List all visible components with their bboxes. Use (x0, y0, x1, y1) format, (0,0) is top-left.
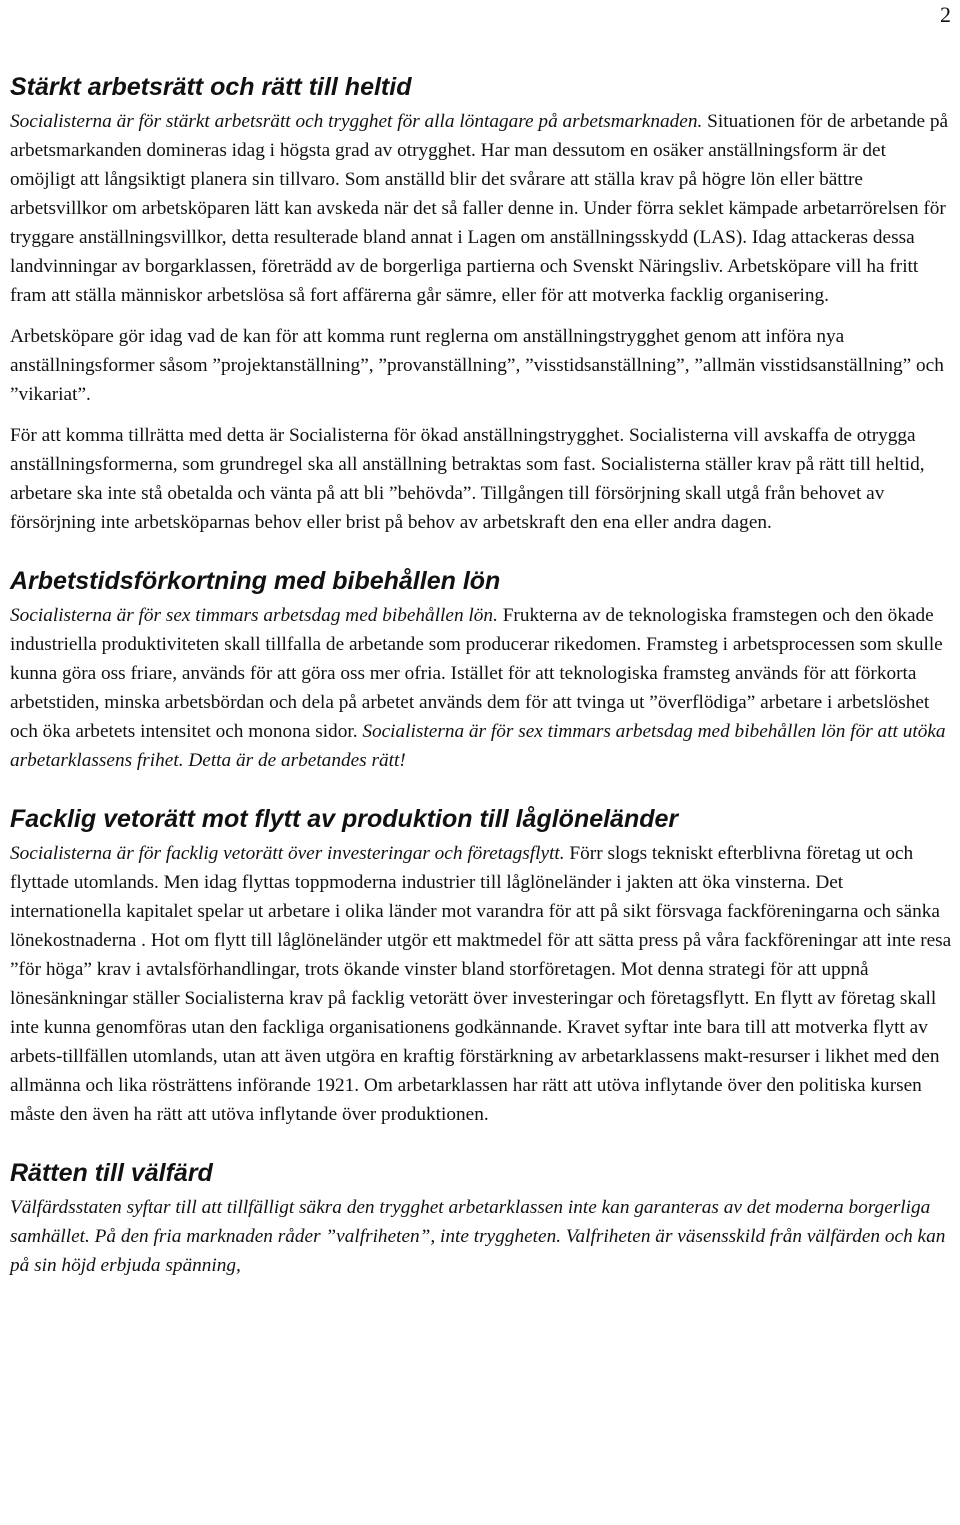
section-heading: Arbetstidsförkortning med bibehållen lön (10, 567, 501, 595)
document-body (10, 71, 954, 1308)
section-heading: Rätten till välfärd (10, 1159, 213, 1187)
page-number: 2 (940, 2, 951, 27)
emphasis-text: Socialisterna är för facklig vetorätt över investeringar och företagsflytt. (10, 843, 565, 864)
paragraph (10, 322, 954, 409)
paragraph (10, 107, 954, 310)
body-text: Situationen för de arbetande på arbetsmarkanden domineras idag i högsta grad av otrygghet. Har man dessutom en osäker anställningsform är det omöjligt att långsiktigt planera sin tillvaro. Som anställd blir det svårare att ställa krav på högre lön eller bättre arbetsvillkor om arbetsköparen lätt kan avskeda när det så faller denne in. Under förra seklet kämpade arbetarrörelsen för tryggare anställningsvillkor, detta resulterade bland annat i Lagen om anställningsskydd (LAS). Idag attackeras dessa landvinningar av borgarklassen, företrädd av de borgerliga partierna och Svenskt Näringsliv. Arbetsköpare vill ha fritt fram att ställa människor arbetslösa så fort affärerna går sämre, eller för att motverka facklig organisering. (10, 111, 949, 306)
section (10, 803, 954, 1129)
paragraph (10, 839, 954, 1129)
section-heading: Facklig vetorätt mot flytt av produktion till låglöneländer (10, 805, 679, 833)
section (10, 565, 954, 775)
section (10, 71, 954, 537)
emphasis-text: Socialisterna är för sex timmars arbetsdag med bibehållen lön för att utöka arbetarklassens frihet. Detta är de arbetandes rätt! (10, 721, 946, 771)
section-heading: Stärkt arbetsrätt och rätt till heltid (10, 73, 412, 101)
body-text: Frukterna av de teknologiska framstegen och den ökade industriella produktiviteten skall tillfalla de arbetande som producerar rikedomen. Framsteg i arbetsprocessen som skulle kunna göra oss friare, används för att göra oss mer ofria. Istället för att teknologiska framsteg används för att förkorta arbetstiden, minska arbetsbördan och dela på arbetet används dem för att tvinga ut ”överflödiga” arbetare i arbetslöshet och öka arbetets intensitet och monona sidor. (10, 605, 943, 742)
emphasis-text: Välfärdsstaten syftar till att tillfälligt säkra den trygghet arbetarklassen inte kan garanteras av det moderna borgerliga samhället. På den fria marknaden råder ”valfriheten”, inte tryggheten. Valfriheten är väsensskild från välfärden och kan på sin höjd erbjuda spänning, (10, 1197, 946, 1276)
paragraph (10, 1193, 954, 1280)
body-text: Arbetsköpare gör idag vad de kan för att komma runt reglerna om anställningstrygghet genom att införa nya anställningsformer såsom ”projektanställning”, ”provanställning”, ”visstidsanställning”, ”allmän visstidsanställning” och ”vikariat”. (10, 326, 944, 405)
emphasis-text: Socialisterna är för sex timmars arbetsdag med bibehållen lön. (10, 605, 498, 626)
body-text: Förr slogs tekniskt efterblivna företag ut och flyttade utomlands. Men idag flyttas toppmoderna industrier till låglöneländer i jakten att öka vinsterna. Det internationella kapitalet spelar ut arbetare i olika länder mot varandra för att på sikt försvaga fackföreningarna och sänka lönekostnaderna . Hot om flytt till låglöneländer utgör ett maktmedel för att sätta press på våra fackföreningar att inte resa ”för höga” krav i avtalsförhandlingar, trots ökande vinster bland storföretagen. Mot denna strategi för att uppnå lönesänkningar ställer Socialisterna krav på facklig vetorätt över investeringar och företagsflytt. En flytt av företag skall inte kunna genomföras utan den fackliga organisationens godkännande. Kravet syftar inte bara till att motverka flytt av arbets-tillfällen utomlands, utan att även utgöra en kraftig förstärkning av arbetarklassens makt-resurser i likhet med den allmänna och lika rösträttens införande 1921. Om arbetarklassen har rätt att utöva inflytande över den politiska kursen måste den även ha rätt att utöva inflytande över produktionen. (10, 843, 952, 1125)
emphasis-text: Socialisterna är för stärkt arbetsrätt och trygghet för alla löntagare på arbetsmarknaden. (10, 111, 703, 132)
paragraph (10, 421, 954, 537)
body-text: För att komma tillrätta med detta är Socialisterna för ökad anställningstrygghet. Socialisterna vill avskaffa de otrygga anställningsformerna, som grundregel ska all anställning betraktas som fast. Socialisterna ställer krav på rätt till heltid, arbetare ska inte stå obetalda och vänta på att bli ”behövda”. Tillgången till försörjning skall utgå från behovet av försörjning inte arbetsköparnas behov eller brist på behov av arbetskraft den ena eller andra dagen. (10, 425, 925, 533)
paragraph (10, 601, 954, 775)
section (10, 1157, 954, 1280)
